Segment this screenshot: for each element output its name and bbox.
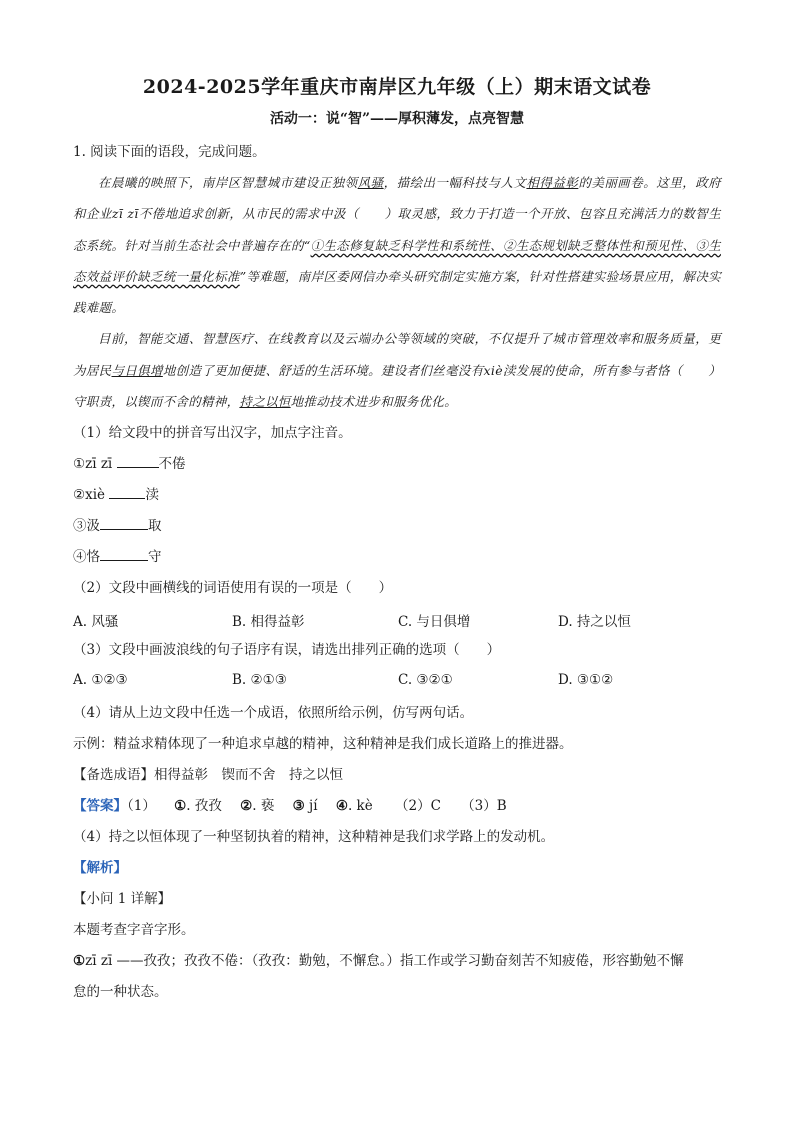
- passage-text: 目前，智能交通、智慧医疗、在线教育以及云端办公等领域的突破，不仅提升了城市管理效率和服务质量，更为居民: [73, 331, 721, 378]
- sub-question-1-item-4: [73, 548, 162, 566]
- analysis-tag: 【解析】: [73, 860, 127, 876]
- sub-question-4-prompt: （4）请从上边文段中任选一个成语，依照所给示例，仿写两句话。: [73, 705, 474, 721]
- analysis-sub-heading: 【小问 1 详解】: [73, 891, 172, 907]
- reading-passage: [73, 167, 721, 417]
- sub-question-4-example: 示例：精益求精体现了一种追求卓越的精神，这种精神是我们成长道路上的推进器。: [73, 736, 573, 752]
- answer-blank[interactable]: [117, 467, 159, 468]
- passage-text: 在晨曦的映照下，南岸区智慧城市建设正独领: [98, 175, 358, 190]
- answer-line-1: [73, 797, 507, 815]
- answer-number-2: ②: [240, 798, 253, 814]
- page-title: 2024-2025学年重庆市南岸区九年级（上）期末语文试卷: [142, 76, 652, 98]
- passage-text: ，描绘出一幅科技与人文: [383, 175, 527, 190]
- pinyin-text: ①zī zī: [73, 456, 117, 472]
- sub-question-3-prompt: （3）文段中画波浪线的句子语序有误，请选出排列正确的选项（ ）: [73, 642, 501, 658]
- sub-question-4-idioms: 【备选成语】相得益彰 锲而不舍 持之以恒: [73, 767, 343, 783]
- passage-text: 地推动技术进步和服务优化。: [290, 394, 458, 410]
- item-text: 守: [148, 549, 162, 565]
- analysis-intro: 本题考查字音字形。: [73, 922, 195, 938]
- option-b[interactable]: B. ②①③: [232, 672, 287, 688]
- answer-text: （1）: [127, 798, 156, 814]
- passage-text: 地创造了更加便捷、舒适的生活环境。建设者们丝毫没有xiè渎发展的使命，所有参与者恪（ ）守职责，以锲而不舍的精神，: [73, 362, 722, 410]
- answer-number-1: ①: [174, 798, 187, 814]
- item-text: ④恪: [73, 549, 100, 565]
- option-a[interactable]: A. ①②③: [73, 672, 128, 688]
- passage-paragraph-1: [73, 167, 721, 323]
- wavy-underlined-sentence: ①生态修复缺乏科学性和系统性、②生态规划缺乏整体性和预见性、③生态效益评价缺乏统一量化标准: [73, 237, 721, 284]
- item-text: 取: [148, 518, 162, 534]
- option-c[interactable]: C. ③②①: [398, 672, 453, 688]
- item-text: ③汲: [73, 518, 100, 534]
- passage-text: ”等难题，南岸区委网信办牵头研究制定实施方案，针对性搭建实验场景应用，解决实践难题。: [73, 268, 722, 316]
- activity-subtitle: 活动一：说“智”——厚积薄发，点亮智慧: [269, 111, 525, 127]
- answer-text: （2）C （3）B: [395, 798, 507, 814]
- pinyin-text: ②xiè: [73, 487, 110, 503]
- sub-question-1-item-3: [73, 517, 162, 535]
- answer-text: jí: [304, 798, 318, 814]
- passage-text: 的美丽画卷。这里，政府和企业zī zī不倦地追求创新，从市民的需求中汲（ ）取灵感，致力于打造一个开放、包容且充满活力的数智生态系统。针对当前生态社会中普遍存在的“: [73, 175, 721, 253]
- answer-blank[interactable]: [100, 529, 148, 530]
- answer-blank[interactable]: [109, 498, 145, 499]
- passage-paragraph-2: [73, 323, 721, 417]
- answer-text: . 亵: [252, 798, 275, 814]
- item-text: 不倦: [158, 456, 186, 472]
- question-stem: 1. 阅读下面的语段，完成问题。: [73, 144, 266, 160]
- option-c[interactable]: C. 与日俱增: [398, 614, 471, 630]
- sub-question-1-prompt: （1）给文段中的拼音写出汉字，加点字注音。: [73, 425, 352, 441]
- answer-number-4: ④: [335, 798, 348, 814]
- underlined-word-xiangde: 相得益彰: [526, 175, 579, 190]
- answer-line-2: （4）持之以恒体现了一种坚韧执着的精神，这种精神是我们求学路上的发动机。: [73, 829, 555, 845]
- option-a[interactable]: A. 风骚: [73, 614, 119, 630]
- underlined-word-fengsao: 风骚: [357, 175, 384, 190]
- analysis-detail: [73, 952, 684, 970]
- item-text: 渎: [145, 487, 159, 503]
- option-d[interactable]: D. 持之以恒: [558, 614, 631, 630]
- analysis-number-1: ①: [73, 953, 86, 969]
- answer-tag: 【答案】: [73, 798, 127, 814]
- sub-question-1-item-2: [73, 486, 159, 504]
- option-b[interactable]: B. 相得益彰: [232, 614, 305, 630]
- underlined-word-yuri: 与日俱增: [111, 362, 163, 378]
- sub-question-2-prompt: （2）文段中画横线的词语使用有误的一项是（ ）: [73, 580, 393, 596]
- answer-number-3: ③: [292, 798, 305, 814]
- sub-question-1-item-1: [73, 455, 186, 473]
- underlined-word-chizhi: 持之以恒: [239, 394, 291, 410]
- analysis-text: zī zī ——孜孜；孜孜不倦：（孜孜：勤勉，不懈怠。）指工作或学习勤奋刻苦不知疲倦，形容勤勉不懈: [85, 953, 684, 969]
- analysis-detail-continued: 怠的一种状态。: [73, 984, 168, 1000]
- answer-text: . kè: [347, 798, 373, 814]
- option-d[interactable]: D. ③①②: [558, 672, 614, 688]
- answer-text: . 孜孜: [186, 798, 222, 814]
- answer-blank[interactable]: [100, 560, 148, 561]
